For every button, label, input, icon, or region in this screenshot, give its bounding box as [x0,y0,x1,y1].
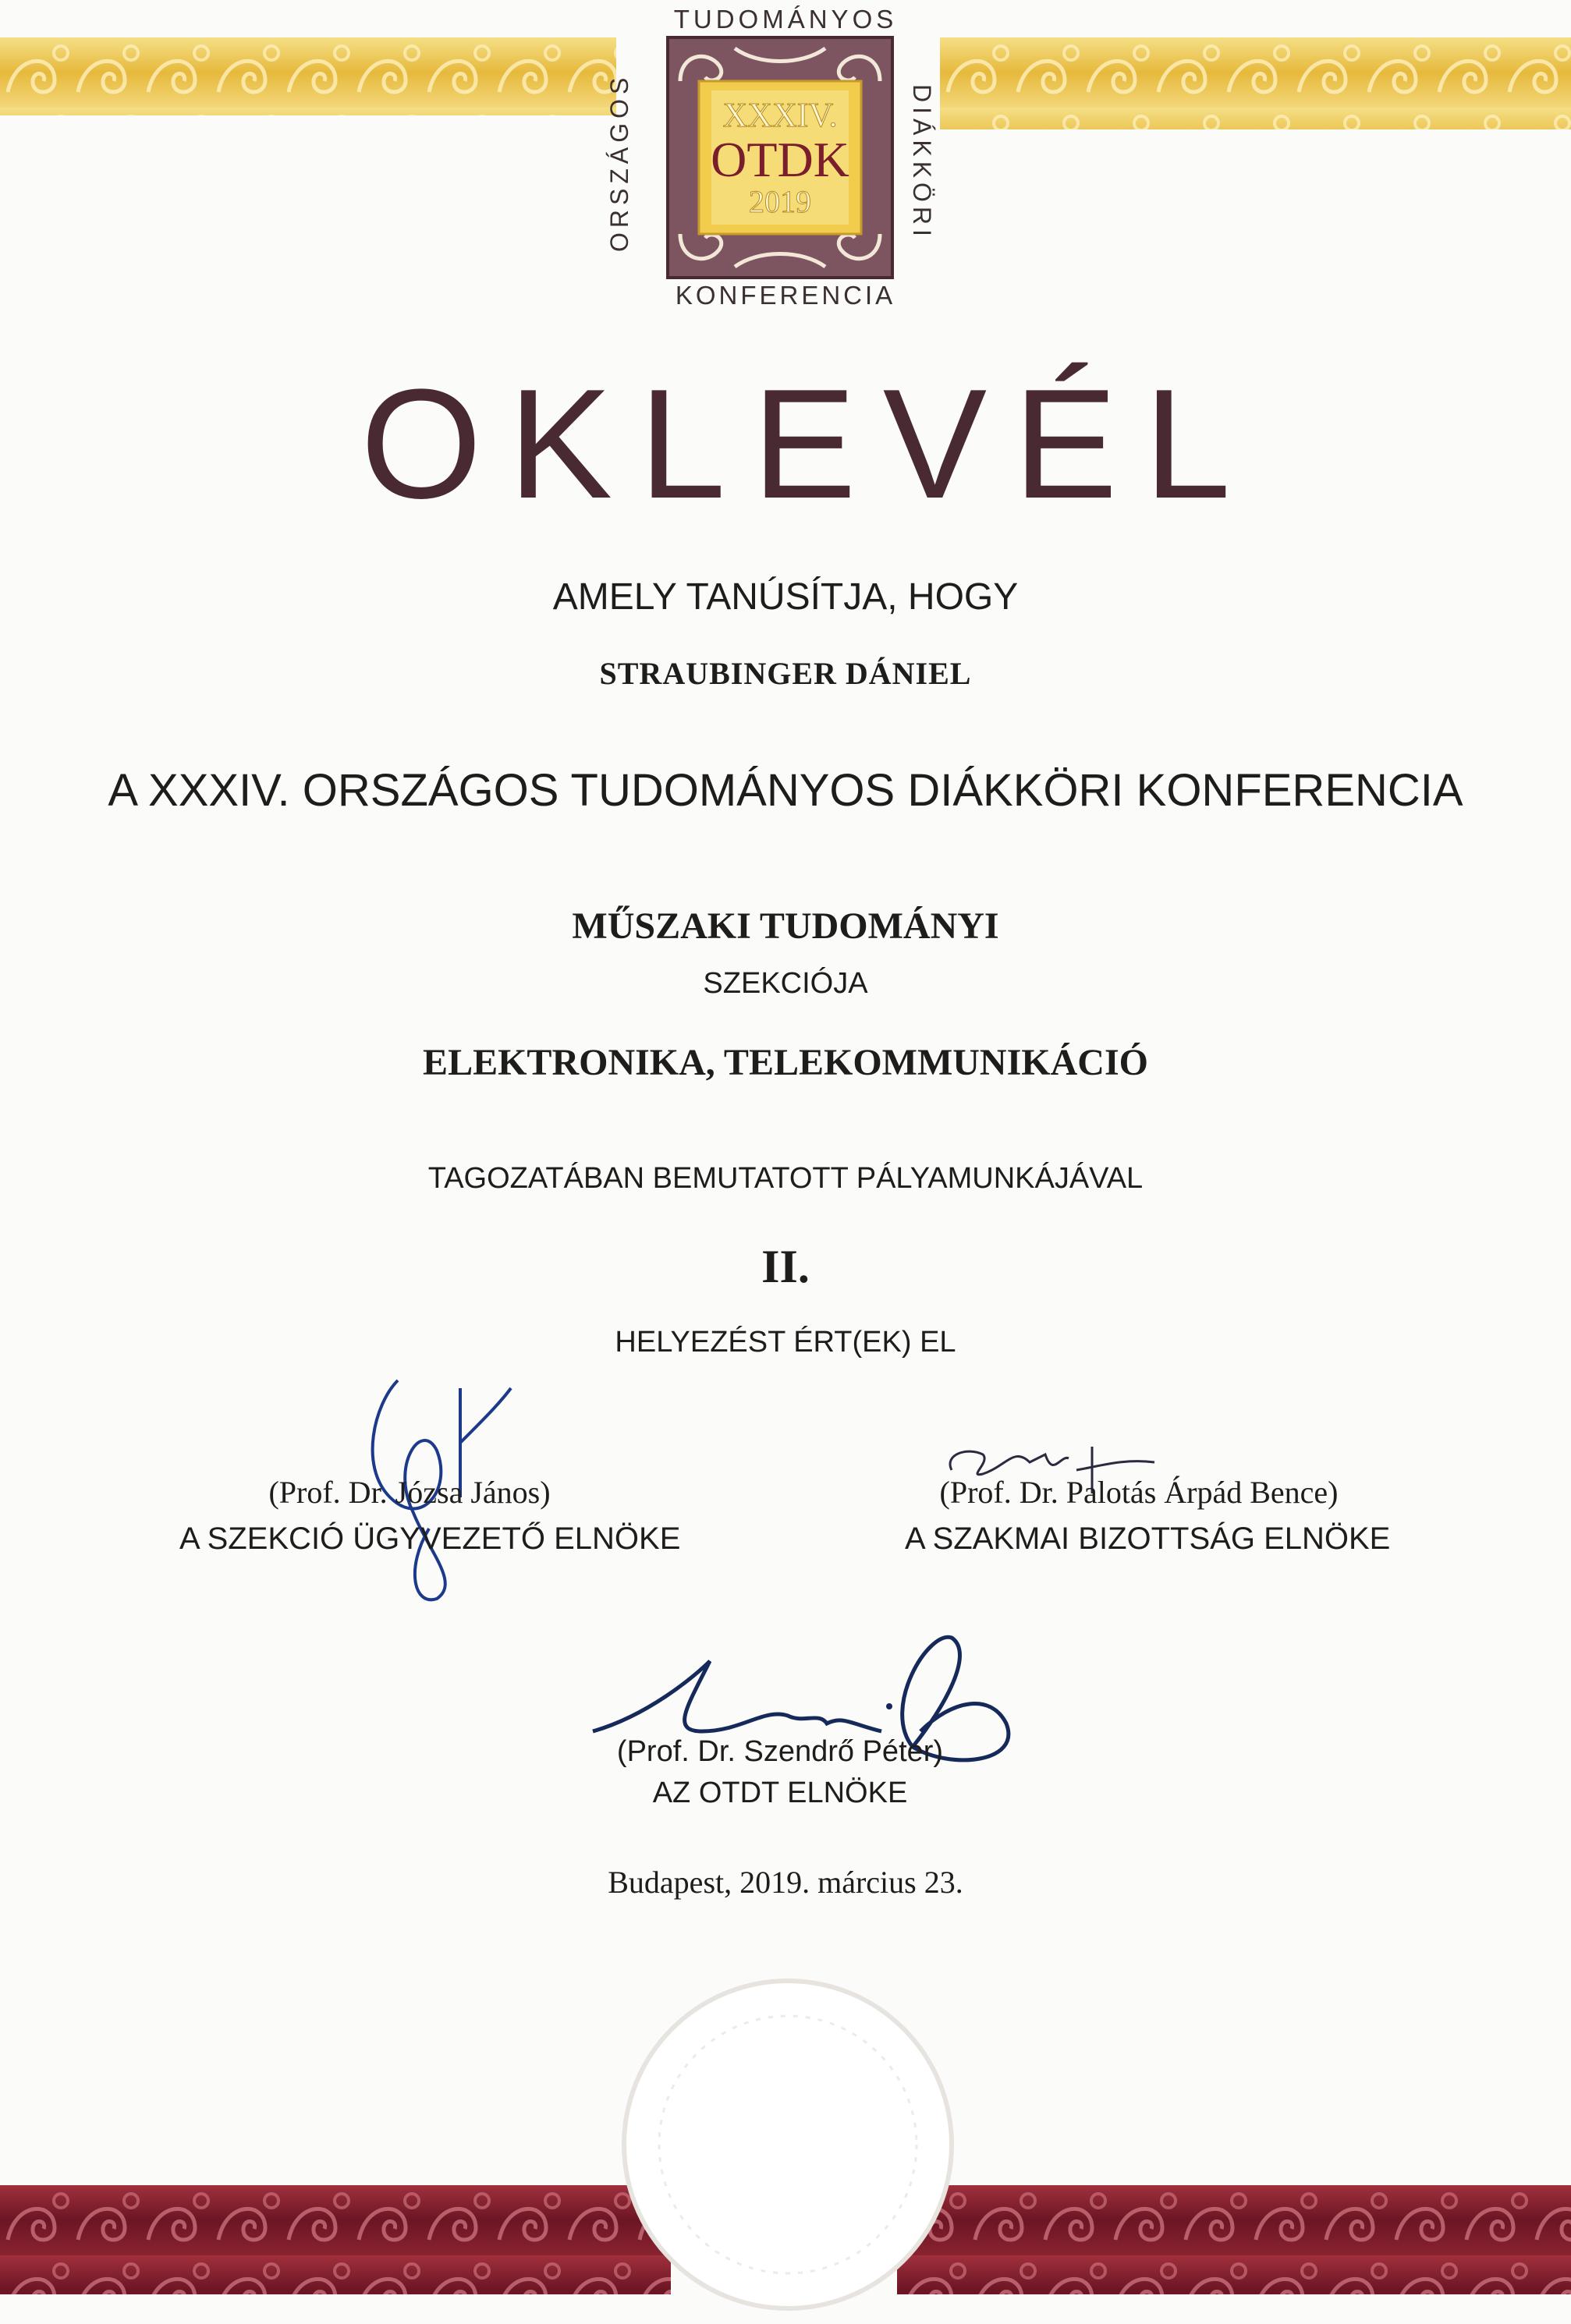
logo-right-text: DIÁKKÖRI [908,83,936,241]
signatory-name: (Prof. Dr. Palotás Árpád Bence) [939,1475,1339,1510]
top-left-ornament-band [0,37,616,115]
certificate-title: OKLEVÉL [360,357,1257,531]
signatory-name: (Prof. Dr. Józsa János) [268,1475,551,1510]
signature-block-committee [905,1474,1391,1557]
section-name: MŰSZAKI TUDOMÁNYI [572,905,999,947]
logo-left-text: ORSZÁGOS [605,73,633,252]
placement: II. [761,1241,810,1292]
signatory-name: (Prof. Dr. Szendrő Péter) [616,1735,944,1768]
logo-line1: XXXIV. [722,96,838,134]
conference-name: A XXXIV. ORSZÁGOS TUDOMÁNYOS DIÁKKÖRI KONFERENCIA [108,765,1463,816]
logo-line3: 2019 [749,184,811,219]
bottom-left-ornament-band [0,2185,671,2294]
signature-block-section [179,1474,681,1557]
awarded-text: HELYEZÉST ÉRT(EK) EL [615,1326,956,1359]
certifies-line: AMELY TANÚSÍTJA, HOGY [552,576,1019,618]
signatory-role: A SZEKCIÓ ÜGYVEZETŐ ELNÖKE [179,1522,681,1556]
embossed-seal [608,1965,967,2324]
signatory-role: AZ OTDT ELNÖKE [652,1777,908,1809]
logo-bottom-text: KONFERENCIA [675,281,896,310]
logo-top-text: TUDOMÁNYOS [673,5,898,34]
section-word: SZEKCIÓJA [703,967,868,1000]
recipient-name: STRAUBINGER DÁNIEL [599,656,972,691]
issue-date: Budapest, 2019. március 23. [608,1865,963,1900]
division-name: ELEKTRONIKA, TELEKOMMUNIKÁCIÓ [423,1042,1148,1083]
otdk-logo [665,34,895,281]
division-text: TAGOZATÁBAN BEMUTATOTT PÁLYAMUNKÁJÁVAL [427,1162,1144,1195]
signature-block-otdt [546,1735,1014,1810]
logo-line2: OTDK [711,132,849,187]
top-right-ornament-band [940,37,1571,129]
bottom-right-ornament-band [897,2185,1571,2294]
signatory-role: A SZAKMAI BIZOTTSÁG ELNÖKE [905,1522,1391,1556]
